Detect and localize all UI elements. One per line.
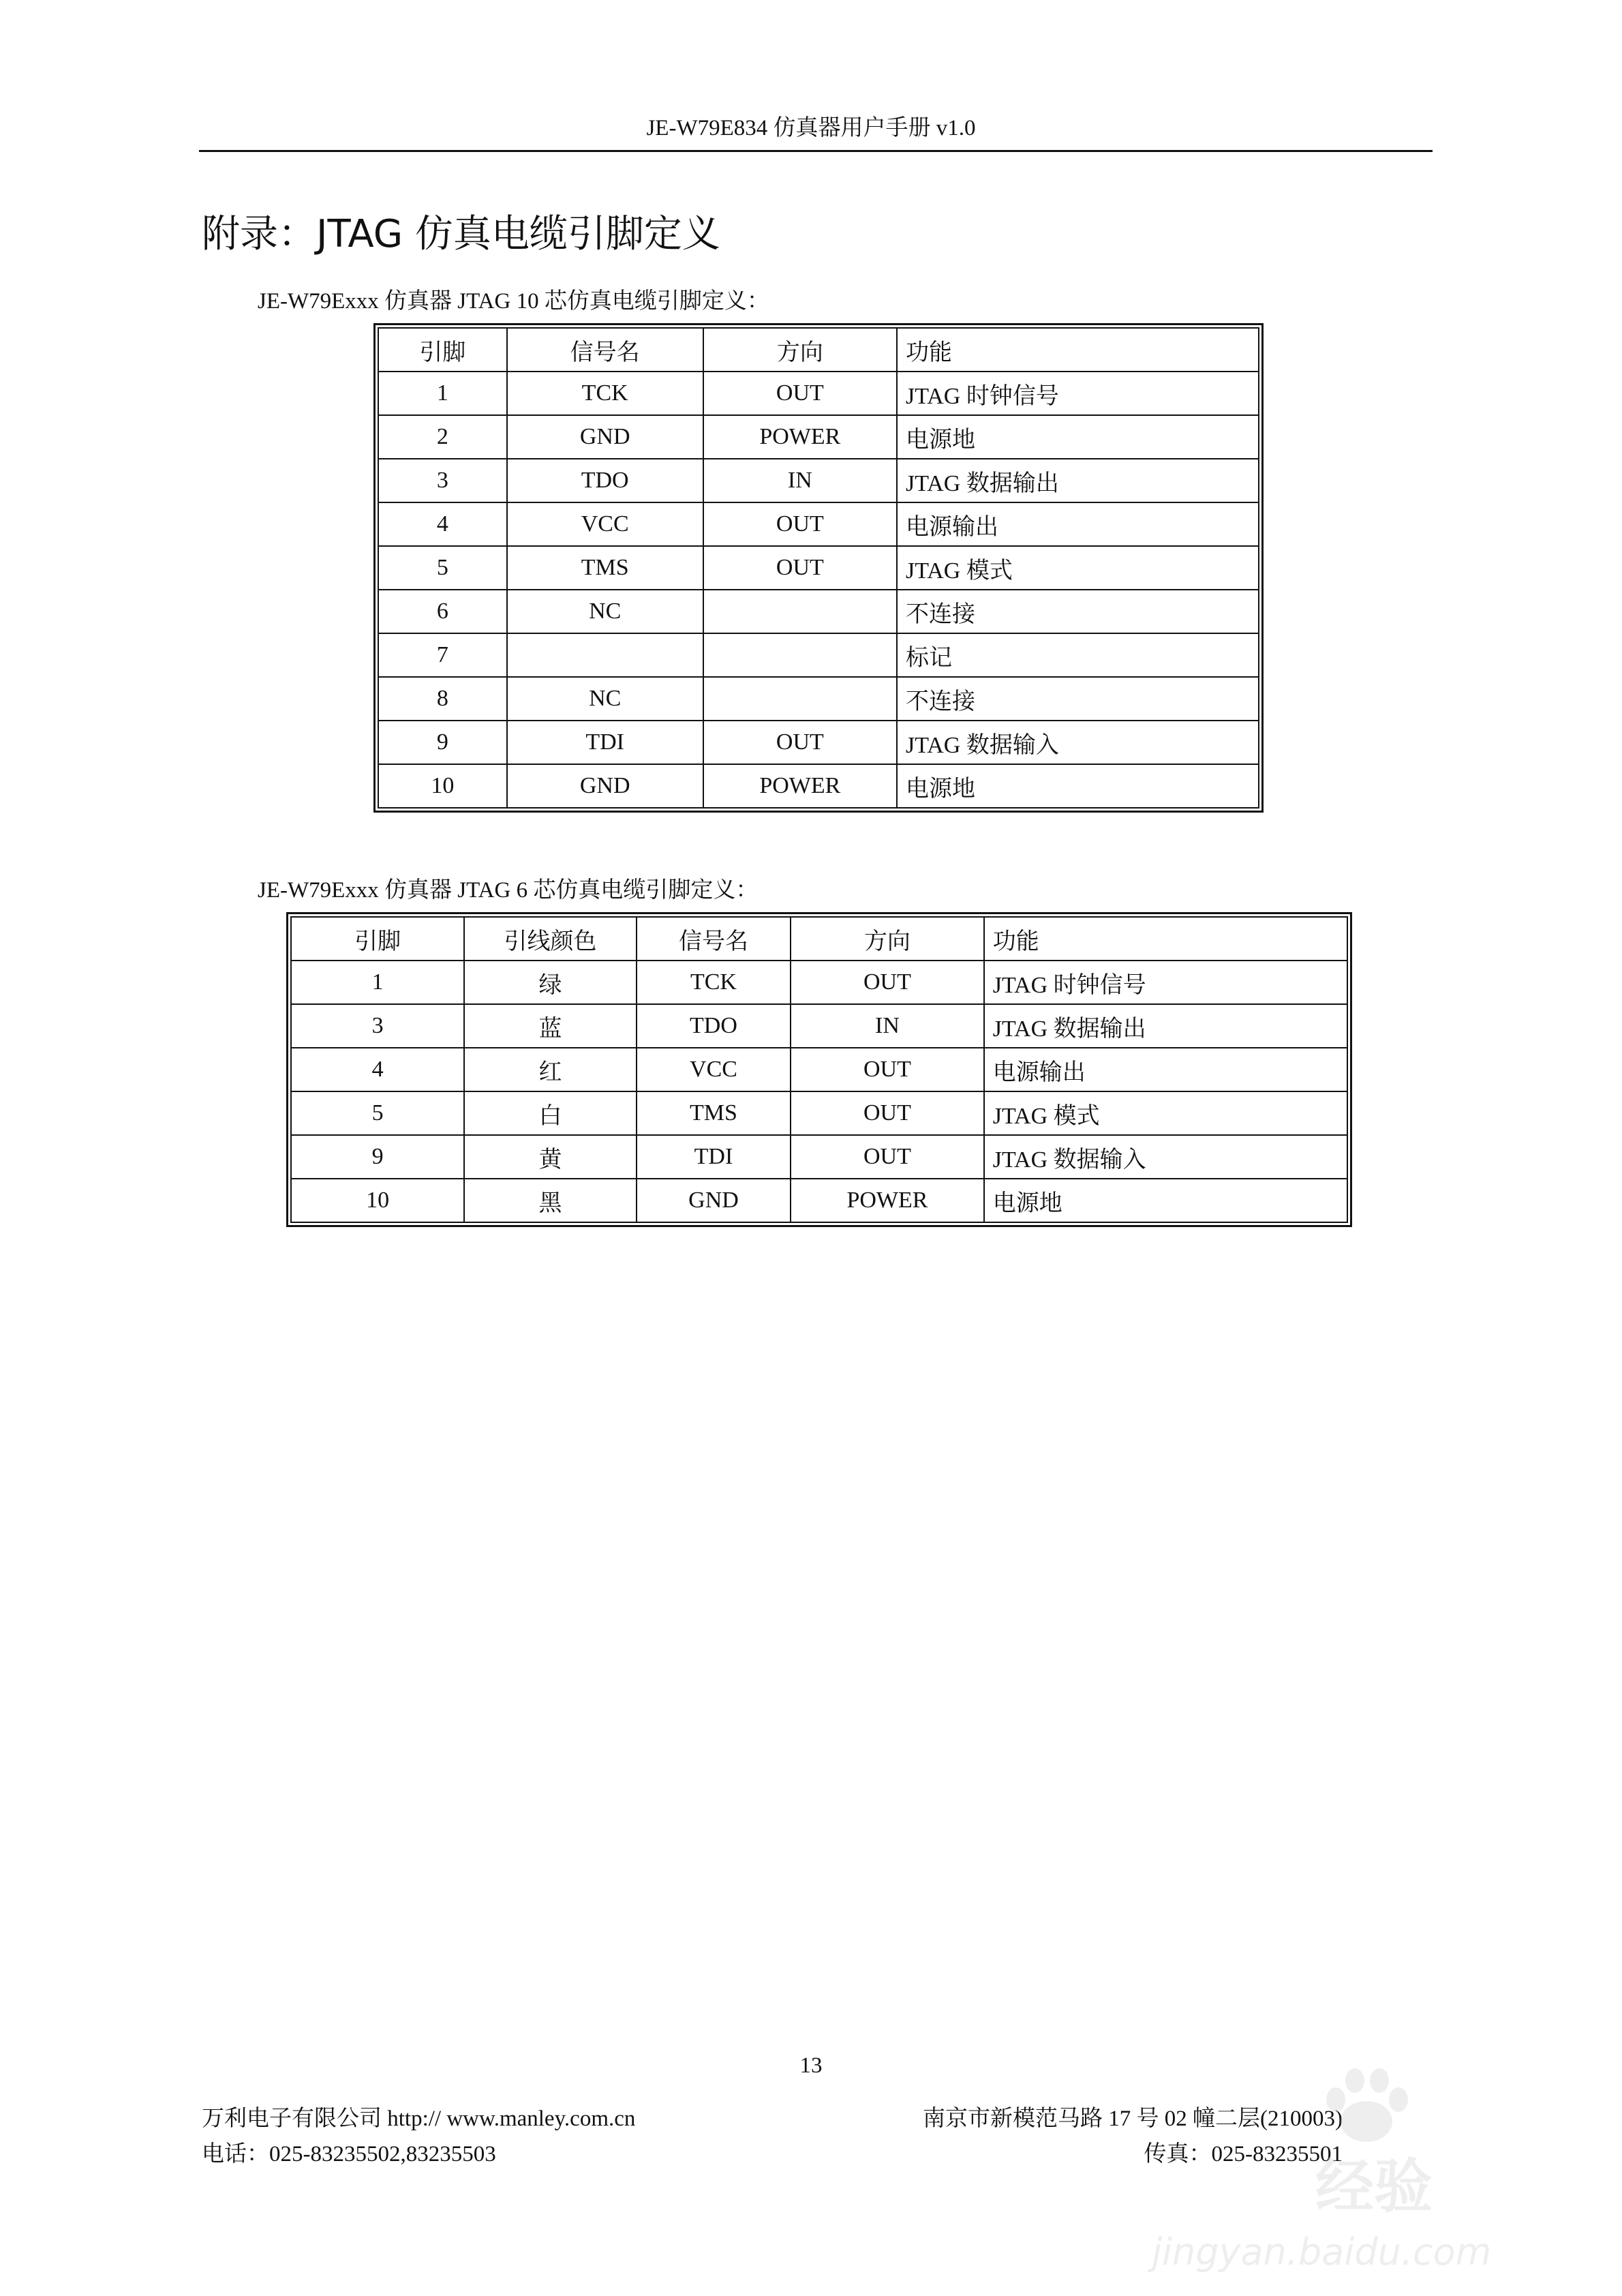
- watermark-brand: 经验: [1315, 2153, 1433, 2221]
- table-row: [291, 1135, 1347, 1179]
- table-cell: [703, 677, 897, 721]
- table-cell: JTAG 数据输出: [897, 459, 1259, 502]
- table-row: [378, 764, 1259, 808]
- table-header-cell: 引脚: [378, 328, 507, 372]
- table-cell: IN: [703, 459, 897, 502]
- table-cell: TDO: [507, 459, 703, 502]
- table-cell: 电源地: [897, 764, 1259, 808]
- page-title: 附录：JTAG 仿真电缆引脚定义: [202, 212, 720, 256]
- table-row: [291, 1004, 1347, 1048]
- table-row: [291, 1048, 1347, 1091]
- table-cell: VCC: [637, 1048, 791, 1091]
- table-cell: 4: [291, 1048, 464, 1091]
- table-row: [291, 961, 1347, 1004]
- table-row: [378, 546, 1259, 590]
- table-cell: OUT: [703, 502, 897, 546]
- footer-fax: 传真：025-83235501: [1144, 2142, 1343, 2166]
- table-cell: 电源地: [984, 1179, 1347, 1222]
- table-row: [378, 502, 1259, 546]
- table-cell: TMS: [507, 546, 703, 590]
- table-cell: 7: [378, 633, 507, 677]
- table-cell: 8: [378, 677, 507, 721]
- table-header-cell: 信号名: [507, 328, 703, 372]
- table-cell: 标记: [897, 633, 1259, 677]
- table-header-cell: 引脚: [291, 917, 464, 961]
- page-number: 13: [799, 2053, 823, 2078]
- jtag-6pin-table: [286, 912, 1352, 1227]
- table-cell: 2: [378, 415, 507, 459]
- table-cell: 5: [378, 546, 507, 590]
- table-cell: 不连接: [897, 590, 1259, 633]
- table10-caption: JE-W79Exxx 仿真器 JTAG 10 芯仿真电缆引脚定义：: [258, 289, 769, 314]
- table-cell: GND: [637, 1179, 791, 1222]
- table-cell: 9: [378, 721, 507, 764]
- table-cell: JTAG 数据输出: [984, 1004, 1347, 1048]
- table-row: [378, 415, 1259, 459]
- table-cell: OUT: [791, 1091, 984, 1135]
- table-cell: OUT: [791, 1048, 984, 1091]
- table-cell: 电源地: [897, 415, 1259, 459]
- footer-company: 万利电子有限公司 http:// www.manley.com.cn: [202, 2106, 636, 2131]
- table-cell: OUT: [703, 372, 897, 415]
- table-cell: OUT: [703, 546, 897, 590]
- watermark-url: jingyan.baidu.com: [1152, 2231, 1492, 2274]
- table-cell: JTAG 数据输入: [897, 721, 1259, 764]
- table-cell: 不连接: [897, 677, 1259, 721]
- table-cell: OUT: [791, 1135, 984, 1179]
- table-cell: TDI: [507, 721, 703, 764]
- table-row: [378, 459, 1259, 502]
- table-cell: 黑: [464, 1179, 637, 1222]
- table-cell: 4: [378, 502, 507, 546]
- table-cell: [703, 633, 897, 677]
- table-cell: 1: [378, 372, 507, 415]
- header-divider: [199, 150, 1433, 152]
- table-cell: 电源输出: [984, 1048, 1347, 1091]
- table-cell: [507, 633, 703, 677]
- table-cell: JTAG 模式: [984, 1091, 1347, 1135]
- table-cell: JTAG 时钟信号: [984, 961, 1347, 1004]
- table-cell: [703, 590, 897, 633]
- page-header: JE-W79E834 仿真器用户手册 v1.0: [646, 116, 976, 140]
- table-cell: 10: [291, 1179, 464, 1222]
- table-header-row: [378, 328, 1259, 372]
- table-cell: POWER: [703, 415, 897, 459]
- table-cell: 绿: [464, 961, 637, 1004]
- table-cell: JTAG 数据输入: [984, 1135, 1347, 1179]
- table-cell: IN: [791, 1004, 984, 1048]
- table-row: [378, 590, 1259, 633]
- table-cell: JTAG 模式: [897, 546, 1259, 590]
- table-cell: 黄: [464, 1135, 637, 1179]
- footer-phone: 电话：025-83235502,83235503: [202, 2142, 496, 2166]
- table-cell: GND: [507, 764, 703, 808]
- table-cell: TCK: [637, 961, 791, 1004]
- table-header-cell: 功能: [984, 917, 1347, 961]
- table-cell: 红: [464, 1048, 637, 1091]
- table-cell: 3: [378, 459, 507, 502]
- jtag-10pin-table: [373, 323, 1264, 813]
- table-cell: TDO: [637, 1004, 791, 1048]
- table-cell: 白: [464, 1091, 637, 1135]
- table-cell: 3: [291, 1004, 464, 1048]
- table-cell: VCC: [507, 502, 703, 546]
- table-cell: OUT: [703, 721, 897, 764]
- table-cell: NC: [507, 590, 703, 633]
- table-cell: 1: [291, 961, 464, 1004]
- table-cell: 9: [291, 1135, 464, 1179]
- table-row: [378, 633, 1259, 677]
- table-header-cell: 功能: [897, 328, 1259, 372]
- table-cell: POWER: [791, 1179, 984, 1222]
- table-row: [378, 372, 1259, 415]
- table-header-row: [291, 917, 1347, 961]
- table-header-cell: 引线颜色: [464, 917, 637, 961]
- footer-address: 南京市新模范马路 17 号 02 幢二层(210003): [923, 2106, 1343, 2131]
- table-cell: 蓝: [464, 1004, 637, 1048]
- table6-caption: JE-W79Exxx 仿真器 JTAG 6 芯仿真电缆引脚定义：: [258, 878, 759, 903]
- paw-icon: [1315, 2066, 1418, 2147]
- table-row: [378, 721, 1259, 764]
- table-cell: POWER: [703, 764, 897, 808]
- table-cell: TMS: [637, 1091, 791, 1135]
- table-header-cell: 方向: [703, 328, 897, 372]
- table-row: [378, 677, 1259, 721]
- table-cell: GND: [507, 415, 703, 459]
- table-cell: TDI: [637, 1135, 791, 1179]
- table-cell: 6: [378, 590, 507, 633]
- table-header-cell: 方向: [791, 917, 984, 961]
- table-cell: 电源输出: [897, 502, 1259, 546]
- table-cell: JTAG 时钟信号: [897, 372, 1259, 415]
- table-row: [291, 1091, 1347, 1135]
- table-header-cell: 信号名: [637, 917, 791, 961]
- table-cell: 10: [378, 764, 507, 808]
- table-cell: NC: [507, 677, 703, 721]
- table-cell: OUT: [791, 961, 984, 1004]
- table-cell: TCK: [507, 372, 703, 415]
- table-cell: 5: [291, 1091, 464, 1135]
- table-row: [291, 1179, 1347, 1222]
